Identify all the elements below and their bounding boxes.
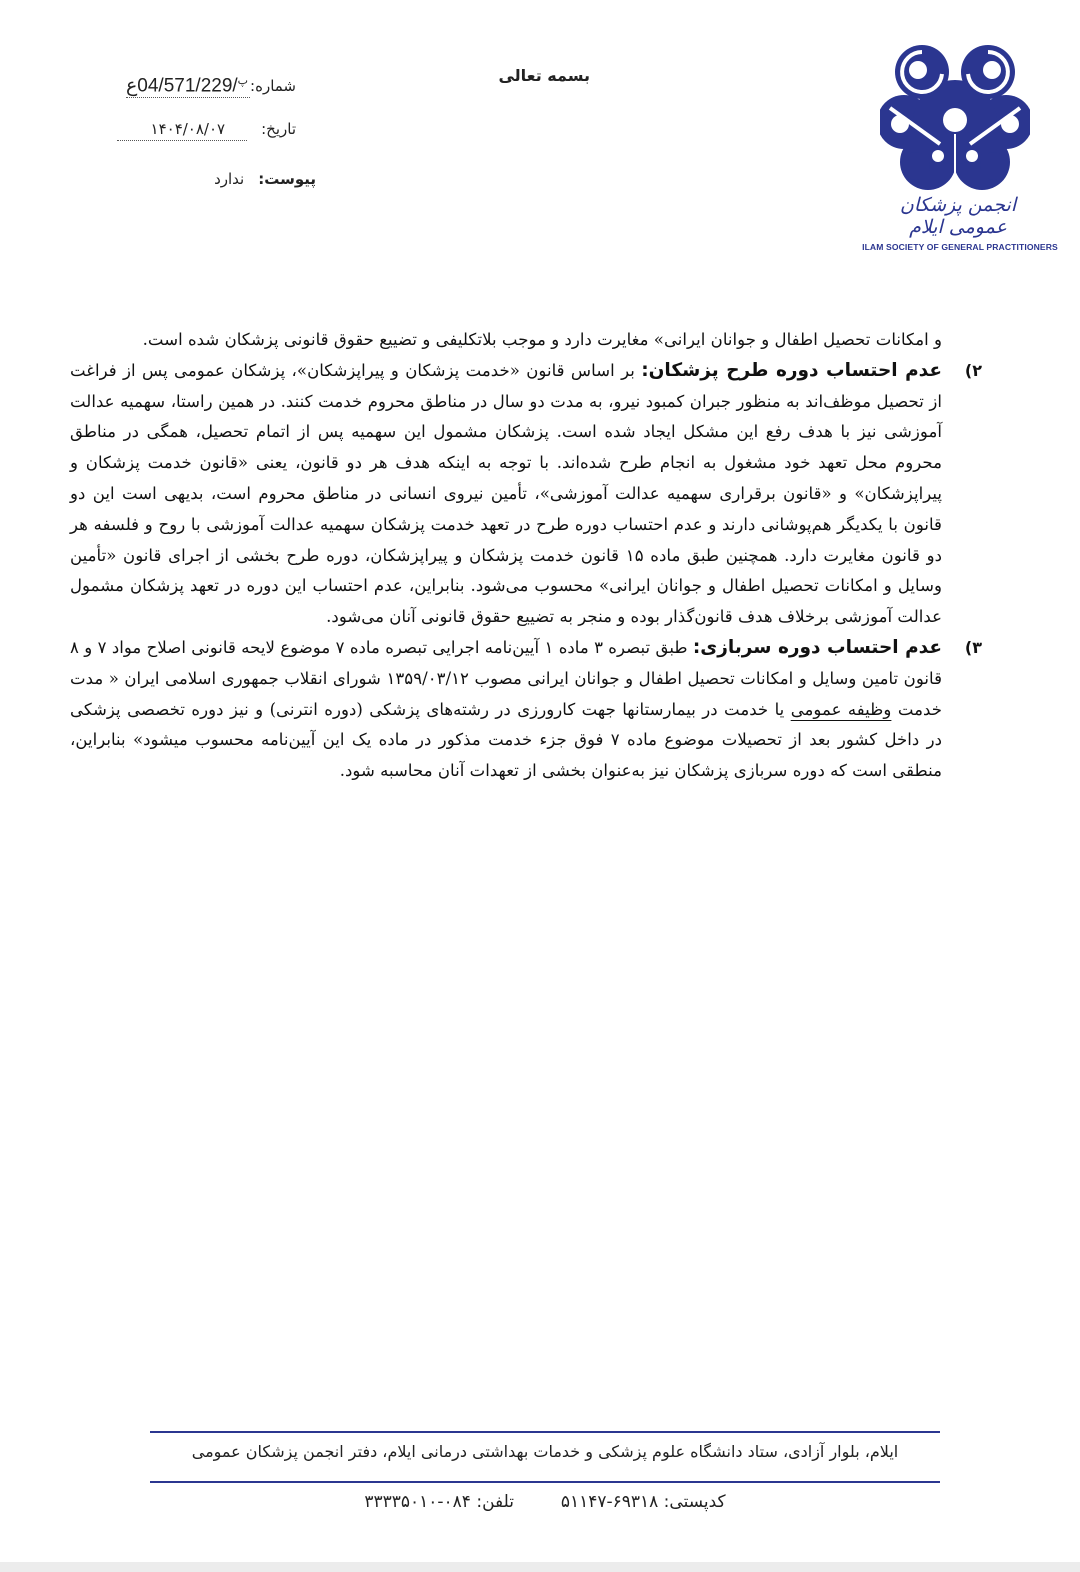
intro-text: و امکانات تحصیل اطفال و جوانان ایرانی» مغایرت دارد و موجب بلاتکلیفی و تضییع حقوق قانونی پزشکان شده است. [142,330,942,349]
logo-emblem-icon [880,44,1030,194]
postal-code-value: ۶۹۳۱۸-۵۱۱۴۷ [560,1492,659,1512]
item-title: عدم احتساب دوره سربازی: [692,636,942,658]
phone-value: ۰۸۴-۳۳۳۳۵۰۱۰ [364,1492,471,1512]
item-text-before: طبق تبصره ۳ ماده ۱ آیین‌نامه اجرایی تبصره ماده ۷ موضوع لایحه قانونی اصلاح مواد ۷ و ۸ قانون تامین وسایل و امکانات تحصیل اطفال و جوانان ایرانی مصوب ۱۳۵۹/۰۳/۱۲ شورای انقلاب جمهوری اسلامی ایران « مدت خدمت [70,637,942,719]
letter-body [70,325,982,787]
attachment-label: پیوست: [258,170,316,188]
item-title: عدم احتساب دوره طرح پزشکان: [641,359,942,381]
list-item [70,633,982,787]
item-paragraph [70,633,942,787]
basmala-heading: بسمه تعالی [498,66,590,85]
number-label: شماره: [250,77,296,96]
footer-contact [150,1492,940,1512]
footer-address: ایلام، بلوار آزادی، ستاد دانشگاه علوم پزشکی و خدمات بهداشتی درمانی ایلام، دفتر انجمن پزشکان عمومی [191,1442,899,1461]
attachment-row [214,170,316,188]
intro-paragraph [70,325,942,356]
item-text-underlined: وظیفه عمومی [790,699,892,719]
postal-code-label: کدپستی: [663,1492,726,1512]
footer-divider-top [150,1431,940,1433]
letter-date-row [117,120,296,141]
item-number: ۲) [964,360,982,380]
date-label: تاریخ: [261,120,296,138]
number-value [126,74,250,98]
number-text: /04/571/229ع [125,75,238,97]
list-item [70,356,982,633]
item-number: ۳) [964,637,982,657]
logo-english-name: ILAM SOCIETY OF GENERAL PRACTITIONERS [862,242,1058,252]
letter-number-row [126,74,296,98]
phone-label: تلفن: [476,1492,514,1512]
item-text: بر اساس قانون «خدمت پزشکان و پیراپزشکان»، پزشکان عمومی پس از فراغت از تحصیل موظف‌اند به منظور جبران کمبود نیرو، به مدت دو سال در مناطق محروم خدمت کنند. در همین راستا، سهمیه عدالت آموزشی نیز با هدف رفع این مشکل ایجاد شده است. پزشکان مشمول این سهمیه پس از اتمام تحصیل، همگی در مناطق محروم محل تعهد خود مشغول به انجام طرح شده‌اند. با توجه به اینکه هدف هر دو قانون، یعنی «قانون خدمت پزشکان و پیراپزشکان» و «قانون برقراری سهمیه عدالت آموزشی»، تأمین نیروی انسانی در مناطق محروم است، بدیهی است این دو قانون با یکدیگر هم‌پوشانی دارند و عدم احتساب دوره طرح در تعهد خدمت پزشکان سهمیه عدالت آموزشی با روح و فلسفه هر دو قانون مغایرت دارد. همچنین طبق ماده ۱۵ قانون خدمت پزشکان و پیراپزشکان، دوره طرح بخشی از اجرای قانون «تأمین وسایل و امکانات تحصیل اطفال و جوانان ایرانی» محسوب می‌شود. بنابراین، عدم احتساب این دوره در تعهد پزشکان مشمول عدالت آموزشی برخلاف هدف قانون‌گذار بوده و منجر به تضییع حقوق قانونی آنان می‌شود. [70,360,942,627]
page-bottom-edge [0,1562,1080,1572]
attachment-value: ندارد [214,170,245,188]
logo-persian-name: انجمن پزشکان عمومی ایلام [899,194,1017,238]
date-value: ۱۴۰۴/۰۸/۰۷ [117,120,248,141]
item-paragraph [70,356,942,633]
organization-logo [862,44,1058,259]
footer-divider-bottom [150,1481,940,1483]
number-prefix: پ [237,75,249,87]
item-text-after: یا خدمت در بیمارستانها جهت کارورزی در رشته‌های پزشکی (دوره انترنی) و نیز دوره تخصصی پزشکی در داخل کشور بعد از تحصیلات موضوع ماده ۷ فوق جزء خدمت مذکور در ماده یک این آیین‌نامه محسوب میشود» بنابراین، منطقی است که دوره سربازی پزشکان نیز به‌عنوان بخشی از تعهدات آنان محاسبه شود. [70,699,942,781]
